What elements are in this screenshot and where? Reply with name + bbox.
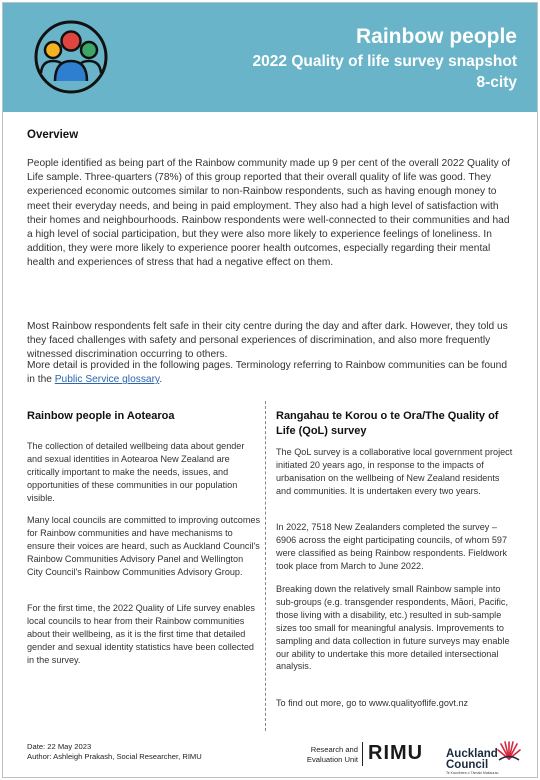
right-column-paragraph-2: In 2022, 7518 New Zealanders completed the survey – 6906 across the eight participating councils, of whom 597 were classified as being Rainbow respondents. Fieldwork took place from March to June 2022. [276,522,508,571]
header-banner [3,3,537,112]
overview-paragraph-3-end: . [159,374,163,386]
auckland-council-line-1: Auckland [446,748,498,760]
overview-paragraph-2: Most Rainbow respondents felt safe in their city centre during the day and after dark. However, they told us they faced challenges with safety and personal experiences of discrimination, and also more frequently witnessed discrimination occurring to others. [27,321,508,361]
column-divider [265,401,266,731]
auckland-council-pohutukawa-icon [496,739,522,761]
rimu-unit-line-2: Evaluation Unit [306,755,358,764]
right-column-heading: Rangahau te Korou o te Ora/The Quality of Life (QoL) survey [276,410,499,437]
overview-paragraph-3-text: More detail is provided in the following pages. Terminology referring to Rainbow communities can be found in the [27,360,508,386]
footer-date: Date: 22 May 2023 [27,742,92,751]
right-column-paragraph-4: To find out more, go to www.qualityoflife.govt.nz [276,698,469,708]
auckland-council-logo [446,749,498,771]
left-column-paragraph-3: For the first time, the 2022 Quality of Life survey enables local councils to hear from their Rainbow communities about their wellbeing, as it is the first time that detailed gender and sexual identity statistics have been collected in the survey. [27,603,255,665]
rimu-unit-line-1: Research and [310,745,358,754]
left-column-paragraph-2: Many local councils are committed to improving outcomes for Rainbow communities and have mechanisms to ensure their voices are heard, such as Auckland Council's Rainbow Communities Advisory Panel and Wellington City Council's Rainbow Communities Advisory Group. [27,515,260,577]
footer-author: Author: Ashleigh Prakash, Social Researcher, RIMU [27,752,202,761]
page-title: Rainbow people [355,25,517,48]
overview-heading: Overview [27,129,79,141]
overview-paragraph-3 [27,359,513,387]
page-scope: 8-city [476,74,517,91]
page-subtitle: 2022 Quality of life survey snapshot [252,53,517,70]
right-column-paragraph-1: The QoL survey is a collaborative local government project initiated 20 years ago, in response to the impacts of urbanisation on the wellbeing of New Zealand residents and communities. It is undertaken every two years. [276,447,513,496]
auckland-council-tagline: Te Kaunihera o Tāmaki Makaurau [446,771,499,775]
left-column-heading: Rainbow people in Aotearoa [27,410,175,422]
overview-paragraph-1: People identified as being part of the Rainbow community made up 9 per cent of the overall 2022 Quality of Life sample. Three-quarters (78%) of this group reported that their overall quality of life was good. They experienced economic outcomes similar to non-Rainbow respondents, such as having enough money to meet their everyday needs, and being in paid employment. They also had a high level of satisfaction with their homes and neighbourhoods. Rainbow respondents were well-connected to their communities and had a high level of social participation, but they were also more likely to experience feelings of loneliness. In addition, they were more likely to experience poorer health outcomes, especially regarding their mental health and experiences of stress that had a negative effect on them. [27,158,511,269]
rimu-logo: RIMU [368,742,424,764]
rimu-divider [362,742,363,766]
public-service-glossary-link[interactable]: Public Service glossary [54,374,160,386]
left-column-paragraph-1: The collection of detailed wellbeing data about gender and sexual identities in Aotearoa New Zealand are critically important to make the needs, issues, and opportunities of these communities in our population visible. [27,441,245,503]
rimu-unit-name [300,745,358,765]
rainbow-people-logo-icon [33,19,109,95]
right-column-paragraph-3: Breaking down the relatively small Rainbow sample into sub-groups (e.g. transgender respondents, Māori, Pacific, those living with a disability, etc.) resulted in sub-sample sizes too small for meaningful analysis. Improvements to sampling and data collection in future surveys may enable our ability to undertake this more detailed intersectional analysis. [276,584,510,672]
auckland-council-line-2: Council [446,759,489,771]
